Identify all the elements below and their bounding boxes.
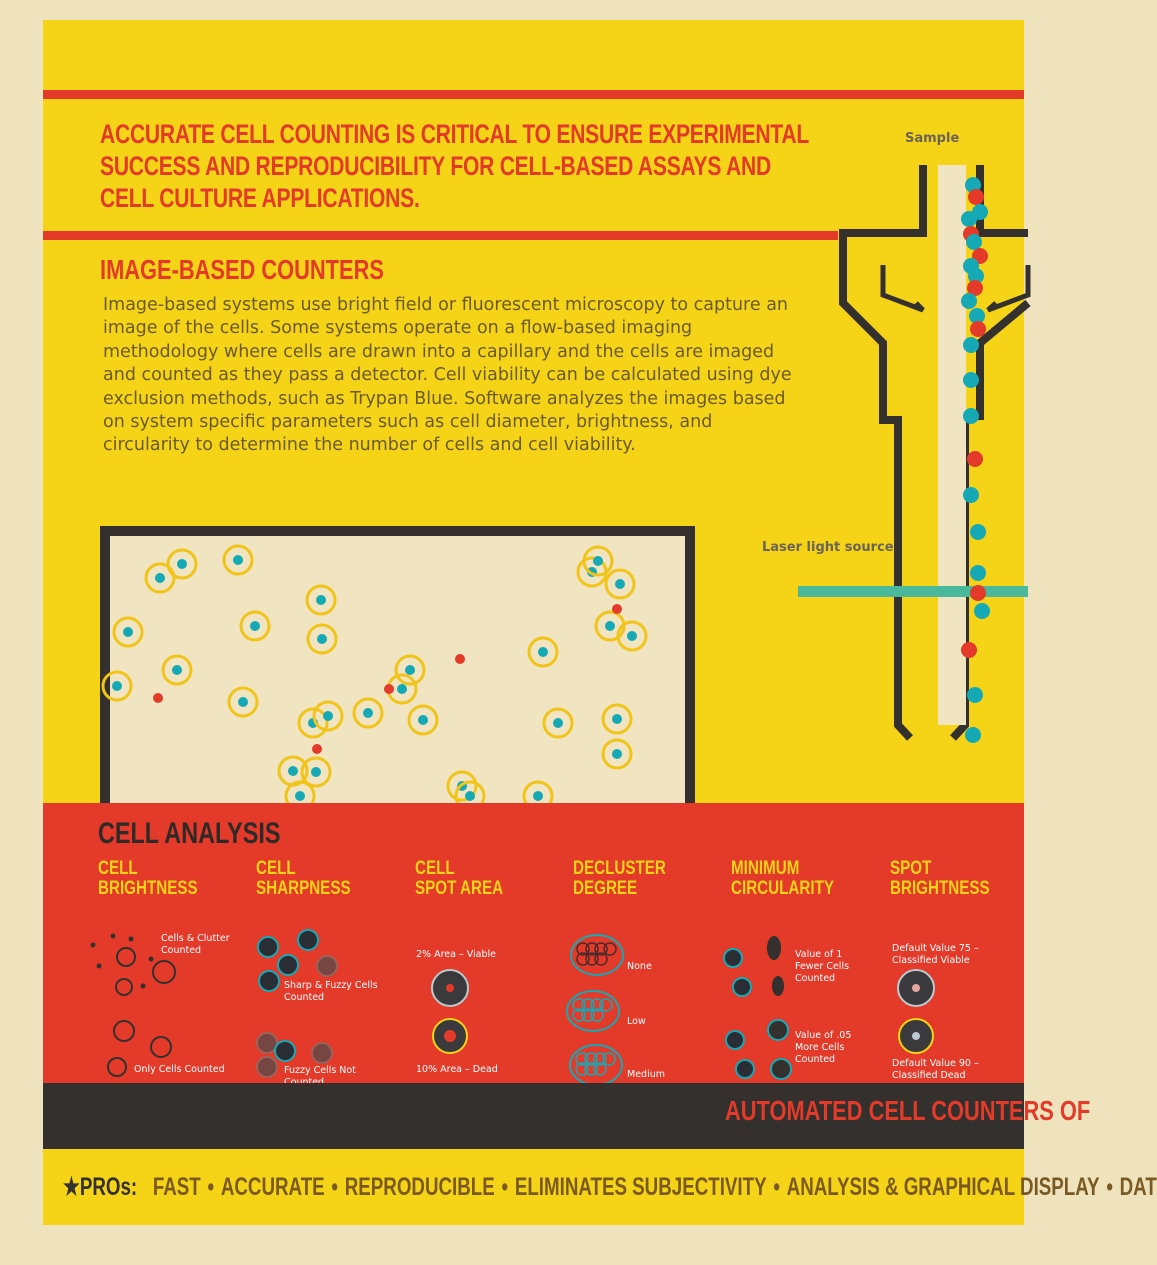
pro-item: FAST bbox=[152, 1173, 201, 1201]
clutter-dot bbox=[91, 943, 96, 948]
clutter-dot bbox=[111, 934, 116, 939]
pros-list bbox=[63, 1172, 1157, 1202]
dead-cell bbox=[153, 693, 163, 703]
clutter-dot bbox=[129, 937, 134, 942]
dead-cell bbox=[312, 744, 322, 754]
sharp-cell bbox=[278, 955, 298, 975]
pro-item: REPRODUCIBLE bbox=[344, 1173, 495, 1201]
clutter-dot bbox=[141, 984, 146, 989]
automated-counters-band bbox=[43, 1083, 1091, 1149]
dead-spot bbox=[444, 1030, 456, 1042]
dim-spot bbox=[912, 1032, 920, 1040]
live-cell bbox=[963, 337, 979, 353]
cell-nucleus bbox=[112, 681, 122, 691]
dead-cell bbox=[612, 604, 622, 614]
circularity-note-2: Value of .05 More Cells Counted bbox=[795, 1030, 852, 1065]
fuzzy-cell bbox=[257, 1033, 277, 1053]
dead-cell bbox=[384, 684, 394, 694]
laser-label: Laser light source bbox=[762, 540, 894, 555]
dead-cell bbox=[455, 654, 465, 664]
sharpness-note-1: Sharp & Fuzzy Cells Counted bbox=[284, 980, 378, 1003]
fuzzy-cell bbox=[312, 1043, 332, 1063]
analysis-title: CELL ANALYSIS bbox=[98, 817, 281, 850]
dead-cell bbox=[967, 451, 983, 467]
sharpness-note-2: Fuzzy Cells Not bbox=[284, 1065, 356, 1076]
cell-outline bbox=[114, 1021, 134, 1041]
accepted-cell bbox=[771, 1059, 791, 1079]
cell-nucleus bbox=[553, 718, 563, 728]
sample-label: Sample bbox=[905, 131, 960, 146]
irregular-cell bbox=[767, 936, 781, 960]
viable-spot bbox=[446, 984, 454, 992]
spot-area-note-1: 2% Area – Viable bbox=[416, 949, 497, 960]
cell-nucleus bbox=[593, 556, 603, 566]
spot-brightness-note-1: Default Value 75 – Classified Viable bbox=[892, 943, 979, 966]
sharp-cell bbox=[298, 930, 318, 950]
spot-brightness-note-2: Default Value 90 – Classified Dead bbox=[892, 1058, 979, 1081]
cell-nucleus bbox=[155, 573, 165, 583]
cell-outline bbox=[117, 948, 135, 966]
dead-cell bbox=[961, 642, 977, 658]
cell-field bbox=[110, 536, 685, 836]
cell-nucleus bbox=[288, 766, 298, 776]
star-icon: ★ bbox=[63, 1173, 80, 1201]
cell-nucleus bbox=[538, 647, 548, 657]
cell-nucleus bbox=[533, 791, 543, 801]
cell-nucleus bbox=[418, 715, 428, 725]
pro-item: ACCURATE bbox=[220, 1173, 325, 1201]
headline: ACCURATE CELL COUNTING IS CRITICAL TO ENSURE EXPERIMENTAL SUCCESS AND REPRODUCIBILITY FOR CELL-BASED ASSAYS AND CELL CULTURE APPLICATIONS. bbox=[100, 119, 809, 213]
live-cell bbox=[963, 408, 979, 424]
cell-nucleus bbox=[316, 595, 326, 605]
col-sharpness-title: CELL SHARPNESS bbox=[256, 858, 351, 899]
flow-cell-diagram bbox=[828, 135, 1028, 785]
microscope-view bbox=[100, 526, 695, 836]
cell-nucleus bbox=[627, 631, 637, 641]
pros-label: PROs: bbox=[79, 1173, 138, 1201]
cell-nucleus bbox=[317, 634, 327, 644]
bullet-icon: • bbox=[207, 1173, 215, 1201]
live-cell bbox=[961, 211, 977, 227]
live-cell bbox=[970, 565, 986, 581]
live-cell bbox=[961, 293, 977, 309]
band-heading: AUTOMATED CELL COUNTERS OF bbox=[725, 1095, 1091, 1126]
brightness-note-2: Only Cells Counted bbox=[134, 1064, 225, 1075]
clustered-cell bbox=[604, 943, 616, 955]
live-cell bbox=[963, 372, 979, 388]
decluster-note-none: None bbox=[627, 961, 652, 972]
pro-item: ELIMINATES SUBJECTIVITY bbox=[514, 1173, 767, 1201]
decluster-note-low: Low bbox=[627, 1016, 646, 1027]
dead-cell bbox=[970, 585, 986, 601]
section-body: Image-based systems use bright field or fluorescent microscopy to capture an image of the cells. Some systems operate on a flow-based imaging methodology where cells are drawn into a capillary and the cells are imaged and counted as they pass a detector. Cell viability can be calculated using dye exclusion methods, such as Trypan Blue. Software analyzes the images based on system specific parameters such as cell diameter, brightness, and circularity to determine the number of cells and cell viability. bbox=[103, 295, 792, 456]
cell-nucleus bbox=[177, 559, 187, 569]
cell-outline bbox=[116, 979, 132, 995]
flow-cell-wall-left bbox=[843, 165, 923, 738]
cell-nucleus bbox=[465, 791, 475, 801]
bright-spot bbox=[912, 984, 920, 992]
cell-nucleus bbox=[605, 621, 615, 631]
headline-divider bbox=[43, 231, 838, 240]
live-cell bbox=[974, 603, 990, 619]
bullet-icon: • bbox=[331, 1173, 338, 1201]
bullet-icon: • bbox=[773, 1173, 780, 1201]
col-decluster-title: DECLUSTER DEGREE bbox=[573, 858, 666, 899]
round-cell bbox=[736, 1060, 754, 1078]
poster bbox=[43, 20, 1157, 1225]
fuzzy-cell bbox=[317, 956, 337, 976]
bullet-icon: • bbox=[501, 1173, 509, 1201]
circularity-note-1: Value of 1 Fewer Cells Counted bbox=[795, 949, 850, 984]
cell-analysis-panel bbox=[43, 803, 1024, 1083]
live-cell bbox=[963, 487, 979, 503]
col-circularity-title: MINIMUM CIRCULARITY bbox=[731, 858, 835, 899]
cell-nucleus bbox=[615, 579, 625, 589]
flow-cell-wall-right bbox=[980, 165, 1028, 233]
sharp-cell bbox=[259, 971, 279, 991]
cell-outline bbox=[108, 1058, 126, 1076]
col-brightness-title: CELL BRIGHTNESS bbox=[98, 858, 198, 899]
flow-cell-wall-right-mid bbox=[980, 303, 1028, 420]
cell-outline bbox=[153, 961, 175, 983]
clutter-dot bbox=[97, 964, 102, 969]
live-cell bbox=[965, 727, 981, 743]
live-cell bbox=[966, 234, 982, 250]
clutter-dot bbox=[149, 957, 154, 962]
arrow-left-icon bbox=[883, 265, 923, 310]
cell-nucleus bbox=[250, 621, 260, 631]
dead-cell bbox=[968, 189, 984, 205]
col-spot-area-title: CELL SPOT AREA bbox=[415, 858, 504, 899]
live-cell bbox=[967, 687, 983, 703]
sharp-cell bbox=[275, 1041, 295, 1061]
round-cell bbox=[724, 949, 742, 967]
round-cell bbox=[726, 1031, 744, 1049]
cell-nucleus bbox=[612, 714, 622, 724]
capillary bbox=[938, 165, 966, 725]
brightness-note-1: Cells & Clutter Counted bbox=[161, 933, 230, 956]
clustered-cell bbox=[600, 999, 612, 1011]
bullet-icon: • bbox=[1106, 1173, 1113, 1201]
cell-nucleus bbox=[311, 767, 321, 777]
col-spot-brightness-title: SPOT BRIGHTNESS bbox=[890, 858, 990, 899]
irregular-cell bbox=[772, 976, 784, 996]
cell-nucleus bbox=[238, 697, 248, 707]
cell-nucleus bbox=[295, 791, 305, 801]
top-divider bbox=[43, 90, 1024, 99]
laser-beam bbox=[798, 586, 1028, 597]
pro-item: ANALYSIS & GRAPHICAL DISPLAY bbox=[786, 1173, 1100, 1201]
cell-nucleus bbox=[233, 555, 243, 565]
spot-area-note-2: 10% Area – Dead bbox=[416, 1064, 498, 1075]
section-title: IMAGE-BASED COUNTERS bbox=[100, 254, 384, 285]
round-cell bbox=[733, 978, 751, 996]
cell-nucleus bbox=[123, 627, 133, 637]
decluster-note-medium: Medium bbox=[627, 1069, 665, 1080]
cell-outline bbox=[151, 1037, 171, 1057]
sharp-cell bbox=[258, 937, 278, 957]
cell-nucleus bbox=[323, 711, 333, 721]
cell-nucleus bbox=[397, 684, 407, 694]
clustered-cell bbox=[603, 1053, 615, 1065]
fuzzy-cell bbox=[257, 1057, 277, 1077]
cell-nucleus bbox=[172, 665, 182, 675]
live-cell bbox=[970, 524, 986, 540]
cell-nucleus bbox=[363, 708, 373, 718]
dead-cell bbox=[970, 321, 986, 337]
pro-item: DAT bbox=[1119, 1173, 1157, 1201]
accepted-cell bbox=[768, 1020, 788, 1040]
cell-nucleus bbox=[612, 749, 622, 759]
cell-nucleus bbox=[405, 665, 415, 675]
